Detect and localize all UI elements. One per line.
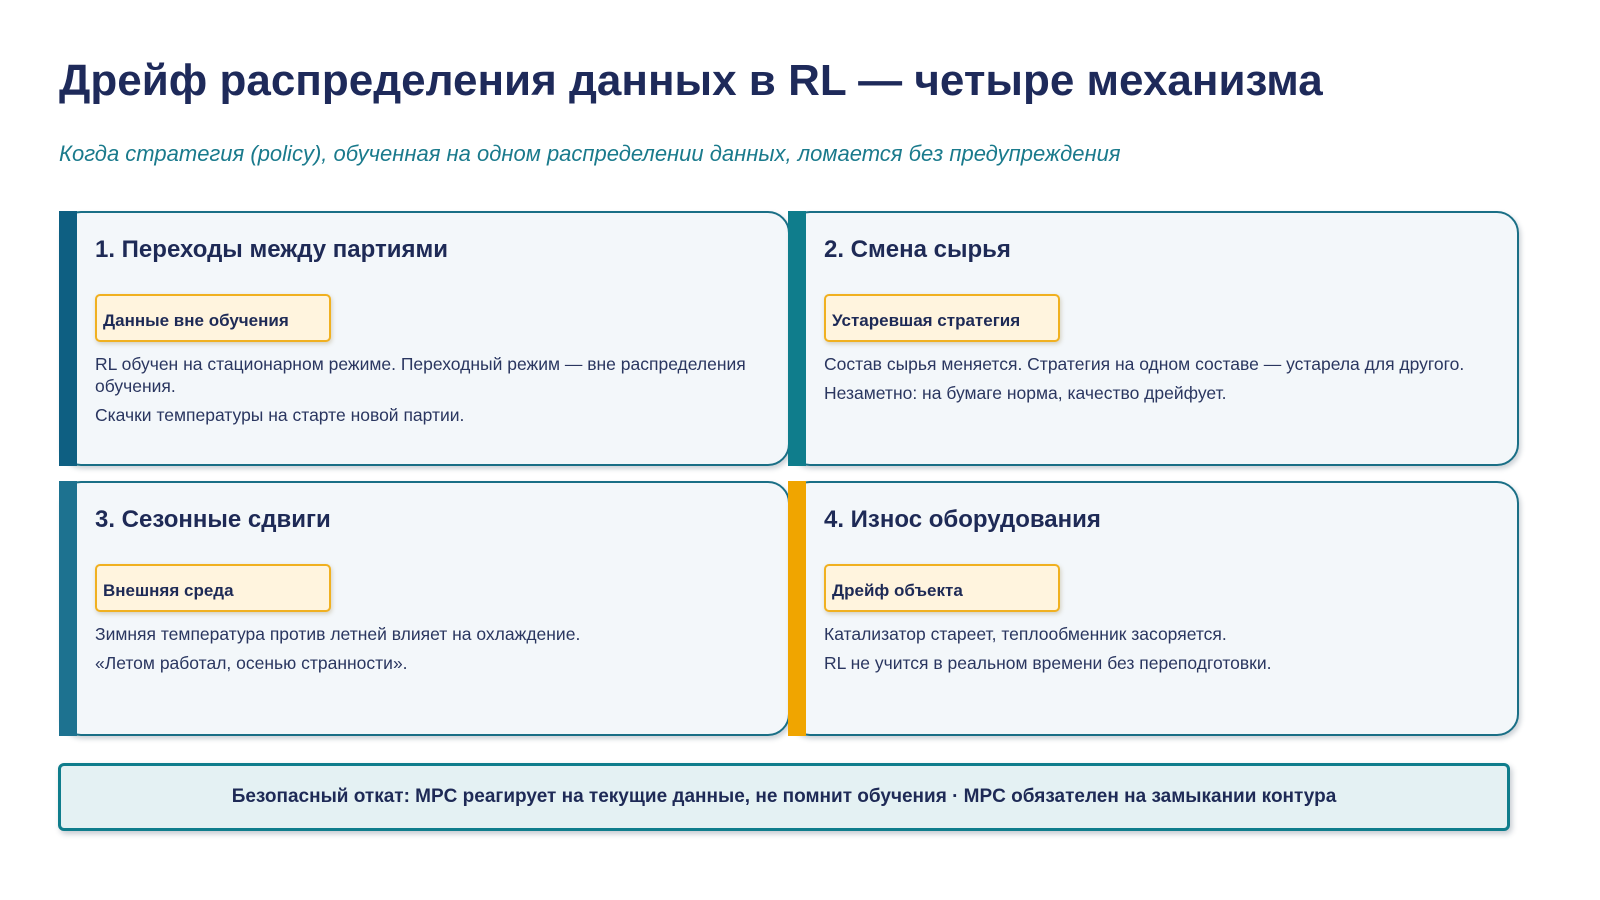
card-text-line: Состав сырья меняется. Стратегия на одном составе — устарела для другого. bbox=[824, 354, 1465, 374]
card-text-line: Зимняя температура против летней влияет на охлаждение. bbox=[95, 624, 581, 644]
card-body bbox=[95, 353, 775, 433]
mechanism-card-seasonal-shifts bbox=[59, 481, 790, 736]
footer-callout: Безопасный откат: MPC реагирует на текущие данные, не помнит обучения · MPC обязателен на замыкании контура bbox=[58, 763, 1510, 831]
card-badge: Внешняя среда bbox=[95, 564, 331, 612]
card-accent-bar bbox=[788, 211, 806, 466]
card-text-line: RL обучен на стационарном режиме. Переходный режим — вне распределения обучения. bbox=[95, 354, 746, 396]
card-text-line: Скачки температуры на старте новой партии. bbox=[95, 405, 465, 425]
card-body bbox=[824, 623, 1504, 681]
card-text-line: RL не учится в реальном времени без переподготовки. bbox=[824, 653, 1272, 673]
card-badge: Устаревшая стратегия bbox=[824, 294, 1060, 342]
card-text-line: Незаметно: на бумаге норма, качество дрейфует. bbox=[824, 383, 1227, 403]
mechanism-card-feedstock-change bbox=[788, 211, 1519, 466]
card-title: 4. Износ оборудования bbox=[824, 506, 1101, 533]
card-title: 2. Смена сырья bbox=[824, 236, 1011, 263]
card-title: 1. Переходы между партиями bbox=[95, 236, 449, 263]
page-title: Дрейф распределения данных в RL — четыре механизма bbox=[59, 56, 1323, 105]
card-body bbox=[824, 353, 1504, 411]
card-badge: Дрейф объекта bbox=[824, 564, 1060, 612]
card-body bbox=[95, 623, 775, 681]
mechanism-card-equipment-wear bbox=[788, 481, 1519, 736]
page-subtitle: Когда стратегия (policy), обученная на одном распределении данных, ломается без предупреждения bbox=[59, 141, 1121, 166]
card-title: 3. Сезонные сдвиги bbox=[95, 506, 331, 533]
card-badge: Данные вне обучения bbox=[95, 294, 331, 342]
card-text-line: «Летом работал, осенью странности». bbox=[95, 653, 408, 673]
card-text-line: Катализатор стареет, теплообменник засоряется. bbox=[824, 624, 1227, 644]
card-accent-bar bbox=[788, 481, 806, 736]
card-accent-bar bbox=[59, 481, 77, 736]
mechanism-card-batch-transitions bbox=[59, 211, 790, 466]
card-accent-bar bbox=[59, 211, 77, 466]
